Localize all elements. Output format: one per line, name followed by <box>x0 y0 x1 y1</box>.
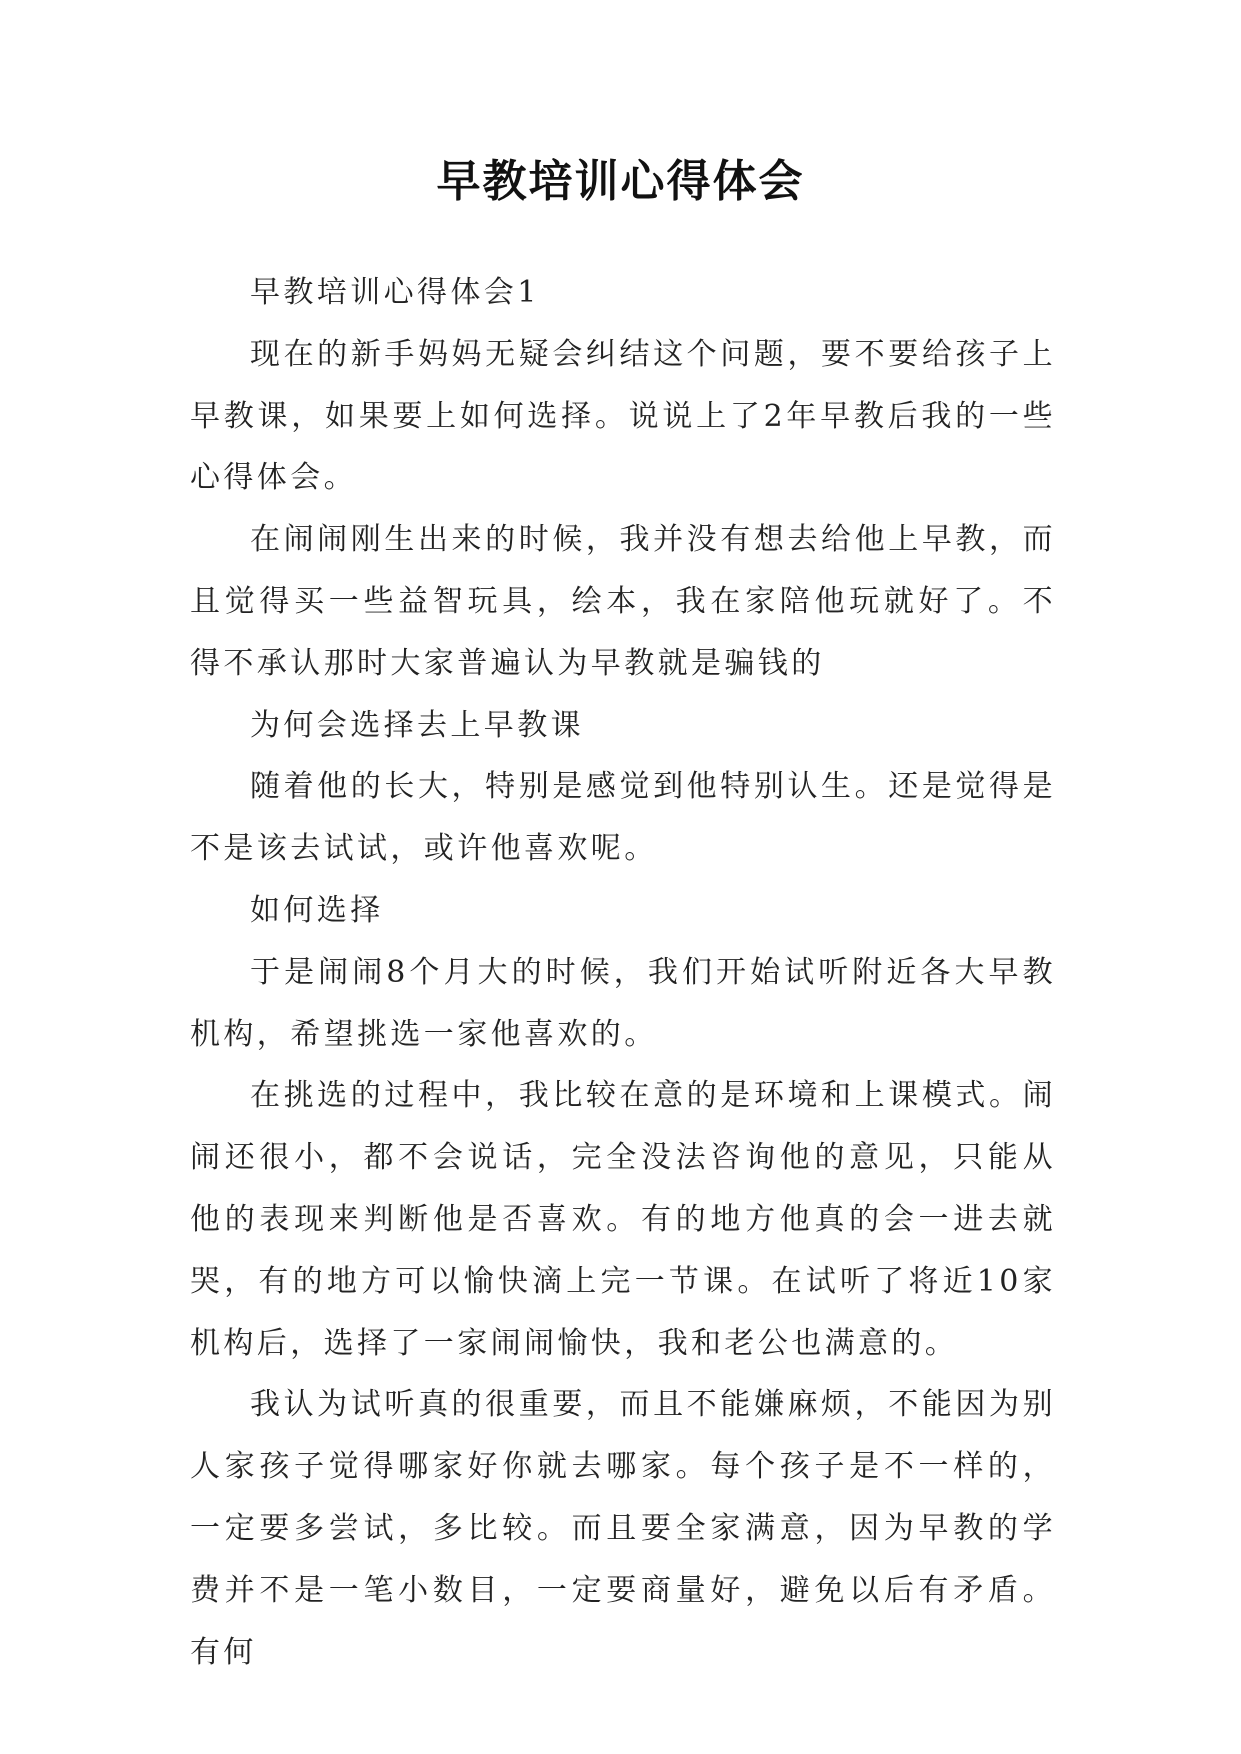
paragraph: 在闹闹刚生出来的时候，我并没有想去给他上早教，而且觉得买一些益智玩具，绘本，我在家陪他玩就好了。不得不承认那时大家普遍认为早教就是骗钱的 <box>190 522 1056 681</box>
document-title: 早教培训心得体会 <box>436 156 805 207</box>
paragraph: 现在的新手妈妈无疑会纠结这个问题，要不要给孩子上早教课，如果要上如何选择。说说上了2年早教后我的一些心得体会。 <box>190 336 1056 496</box>
paragraph-subheading: 为何会选择去上早教课 <box>250 707 584 743</box>
paragraph: 在挑选的过程中，我比较在意的是环境和上课模式。闹闹还很小，都不会说话，完全没法咨询他的意见，只能从他的表现来判断他是否喜欢。有的地方他真的会一进去就哭，有的地方可以愉快滴上完一节课。在试听了将近10家机构后，选择了一家闹闹愉快，我和老公也满意的。 <box>190 1078 1056 1361</box>
paragraph-subheading: 如何选择 <box>250 892 384 928</box>
document-body <box>190 262 1056 1683</box>
paragraph: 于是闹闹8个月大的时候，我们开始试听附近各大早教机构，希望挑选一家他喜欢的。 <box>190 954 1056 1052</box>
paragraph: 随着他的长大，特别是感觉到他特别认生。还是觉得是不是该去试试，或许他喜欢呢。 <box>190 769 1056 867</box>
paragraph-heading-1: 早教培训心得体会1 <box>250 275 540 310</box>
paragraph: 我认为试听真的很重要，而且不能嫌麻烦，不能因为别人家孩子觉得哪家好你就去哪家。每个孩子是不一样的，一定要多尝试，多比较。而且要全家满意，因为早教的学费并不是一笔小数目，一定要商量好，避免以后有矛盾。 有何 <box>190 1387 1056 1670</box>
